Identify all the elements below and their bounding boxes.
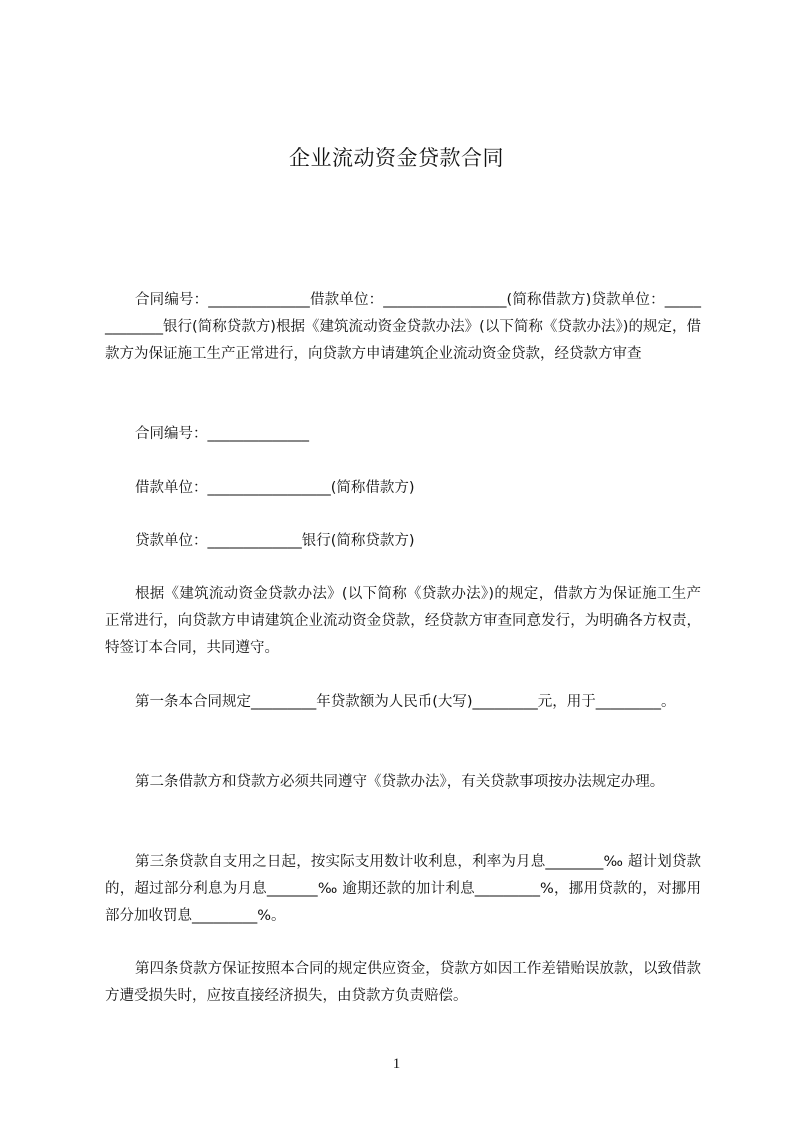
article-4: 第四条贷款方保证按照本合同的规定供应资金，贷款方如因工作差错贻误放款，以致借款方遭受损失时，应按直接经济损失，由贷款方负责赔偿。 — [105, 961, 701, 1004]
article-1: 第一条本合同规定_________年贷款额为人民币(大写)_________元，用于_________。 — [135, 694, 676, 710]
lender-line: 贷款单位：_____________银行(简称贷款方) — [135, 533, 415, 549]
borrower-line: 借款单位：_________________(简称借款方) — [135, 480, 415, 496]
article-2: 第二条借款方和贷款方必须共同遵守《贷款办法》，有关贷款事项按办法规定办理。 — [135, 774, 665, 790]
page-number: 1 — [392, 1056, 401, 1072]
article-3: 第三条贷款自支用之日起，按实际支用数计收利息，利率为月息________‰ 超计划贷款的，超过部分利息为月息_______‰ 逾期还款的加计利息_________%，挪用贷款的，对挪用部分加收罚息_________%。 — [105, 854, 701, 924]
page-title: 企业流动资金贷款合同 — [289, 146, 504, 170]
preamble-paragraph: 根据《建筑流动资金贷款办法》(以下简称《贷款办法》)的规定，借款方为保证施工生产正常进行，向贷款方申请建筑企业流动资金贷款，经贷款方审查同意发行，为明确各方权责，特签订本合同，共同遵守。 — [105, 586, 701, 656]
intro-paragraph: 合同编号：______________借款单位：_________________(简称借款方)贷款单位：_____________银行(简称贷款方)根据《建筑流动资金贷款办法》(以下简称《贷款办法》)的规定，借款方为保证施工生产正常进行，向贷款方申请建筑企业流动资金贷款，经贷款方审查 — [105, 292, 701, 362]
contract-number-line: 合同编号：______________ — [135, 426, 309, 442]
